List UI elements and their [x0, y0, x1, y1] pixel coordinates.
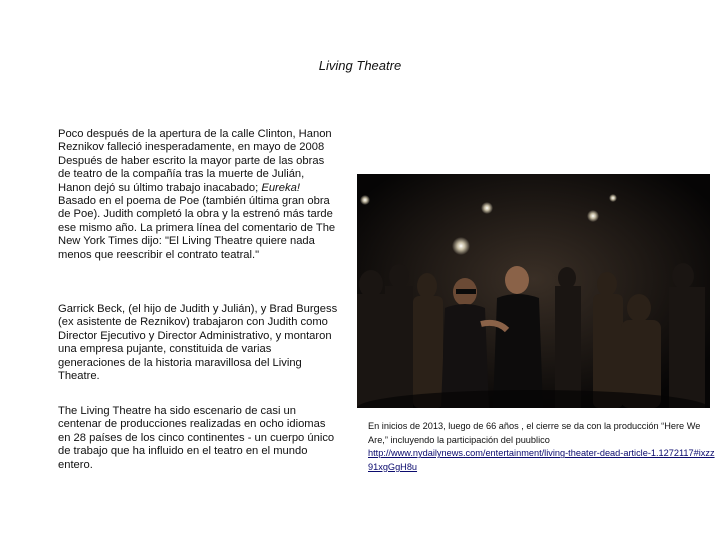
stage-photo-illustration: [357, 174, 710, 408]
paragraph-history: [58, 128, 338, 262]
stage-photo: [357, 174, 710, 408]
paragraph-leadership: Garrick Beck, (el hijo de Judith y Julián), y Brad Burgess (ex asistente de Reznikov) trabajaron con Judith como Director Ejecutivo y Director Administrativo, y montaron una empresa pujante, constituida de varias generaciones de la historia maravillosa del Living Theatre.: [58, 303, 338, 383]
paragraph-history-text-1: Poco después de la apertura de la calle Clinton, Hanon Reznikov falleció inesperadamente, en mayo de 2008 Después de haber escrito la mayor parte de las obras de teatro de la compañía tras la muerte de Julián, Hanon dejó su último trabajo inacabado;: [58, 128, 332, 194]
page-title: Living Theatre: [318, 58, 402, 73]
source-link[interactable]: http://www.nydailynews.com/entertainment/living-theater-dead-article-1.1272117#ixzz91xgGgH8u: [368, 448, 715, 472]
paragraph-history-text-2: Basado en el poema de Poe (también última gran obra de Poe). Judith completó la obra y la estrenó más tarde ese mismo año. La primera línea del comentario de The New York Times dijo: "El Living Theatre quiere nada menos que reescribir el contrato teatral.": [58, 195, 336, 261]
eureka-title: Eureka!: [261, 181, 300, 194]
photo-caption: [368, 420, 718, 474]
paragraph-legacy: The Living Theatre ha sido escenario de casi un centenar de producciones realizadas en ocho idiomas en 28 países de los cinco continentes - un cuerpo único de trabajo que ha influido en el teatro en el mundo entero.: [58, 405, 335, 471]
caption-text: En inicios de 2013, luego de 66 años , el cierre se da con la producción “Here We Are,” incluyendo la participación del puublico: [368, 421, 701, 445]
